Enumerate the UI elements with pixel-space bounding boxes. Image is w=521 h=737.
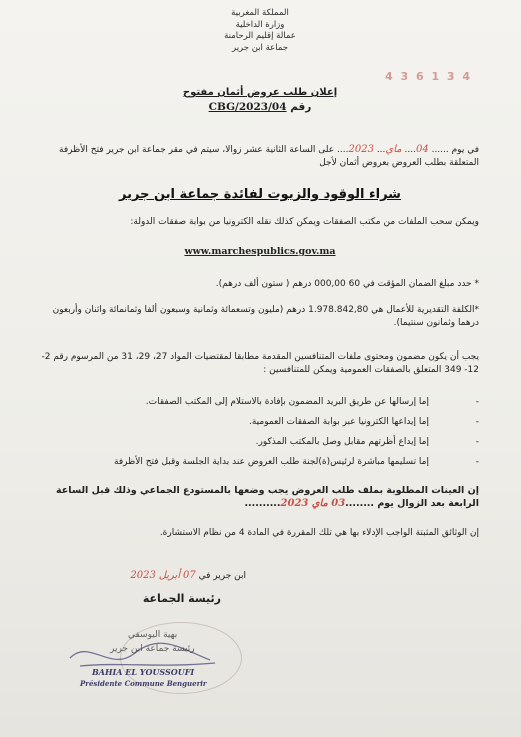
opening-year: 2023: [348, 144, 374, 155]
samples-day: 03: [331, 498, 346, 509]
opening-date-rest: على الساعة الثانية عشر زوالا، سيتم في مقر جماعة ابن جرير فتح الأظرفة المتعلقة بطلب العروض بعروض أثمان لأجل: [59, 145, 479, 168]
samples-month: ماي: [311, 498, 328, 509]
letterhead-line-commune: جماعة ابن جرير: [232, 42, 288, 53]
letterhead-line-province: عمالة إقليم الرحامنة: [224, 31, 296, 41]
list-item: - إما إيداع أظرتهم مقابل وصل بالمكتب المذكور.: [255, 437, 479, 447]
president-title: رئيسة الجماعة: [142, 592, 221, 605]
signoff-city: ابن جرير في: [198, 571, 246, 581]
notice-ref-label: رقم: [290, 101, 312, 113]
signature-latin-name: BAHIA EL YOUSSOUFI: [92, 667, 195, 677]
letterhead: [150, 8, 370, 54]
opening-day: 04: [415, 144, 429, 155]
signature-block: [40, 618, 240, 693]
notice-ref-number: CBG/2023/04: [208, 101, 287, 113]
signature-arabic-role: رئيسة جماعة ابن جرير: [110, 644, 195, 654]
samples-text: إن العينات المطلوبة بملف طلب العروض يجب وضعها بالمستودع الجماعي وذلك قبل الساعة الرابعة بعد الزوال يوم: [56, 485, 479, 509]
letterhead-line-kingdom: المملكة المغربية: [231, 8, 289, 18]
notice-title: إعلان طلب عروض أثمان مفتوح: [182, 87, 338, 98]
submission-options-list: [39, 397, 479, 477]
list-item: - إما إيداعها الكترونيا عبر بوابة الصفقات العمومية.: [249, 417, 479, 427]
signoff-place-date: [130, 570, 246, 581]
registration-stamp-number: 4 3 6 1 3 4: [385, 70, 473, 83]
signature-latin-role: Présidente Commune Benguerir: [80, 679, 207, 688]
documents-paragraph: إن الوثائق المثبتة الواجب الإدلاء بها هي تلك المقررة في المادة 4 من نظام الاستشارة.: [159, 528, 479, 538]
opening-date-prefix: في يوم ......: [431, 145, 479, 155]
list-item: - إما إرسالها عن طريق البريد المضمون بإفادة بالاستلام إلى المكتب الصفقات.: [145, 397, 479, 407]
signature-arabic-name: بهية اليوسفي: [128, 630, 178, 640]
signoff-month: أبريل: [158, 570, 181, 581]
conditions-paragraph: يجب أن يكون مضمون ومحتوى ملفات المتنافسين المقدمة مطابقا لمقتضيات المواد 27، 29، 31 من المرسوم رقم 2-12- 349 المتعلق بالصفقات العمومية ويمكن للمتنافسين :: [41, 352, 479, 375]
samples-paragraph: إن العينات المطلوبة بملف طلب العروض يجب وضعها بالمستودع الجماعي وذلك قبل الساعة الرابعة بعد الزوال يوم ........03 ماي 2023..........: [56, 485, 479, 509]
opening-month: ماي: [385, 144, 402, 155]
download-paragraph: ويمكن سحب الملفات من مكتب الصفقات ويمكن كذلك نقله الكترونيا من بوابة صفقات الدولة:: [130, 217, 479, 227]
procurement-website-link[interactable]: www.marchespublics.gov.ma: [184, 246, 336, 257]
list-item: - إما تسليمها مباشرة لرئيس(ة)لجنة طلب العروض عند بداية الجلسة وقبل فتح الأظرفة: [114, 457, 479, 467]
tender-object-title: شراء الوقود والزيوت لفائدة جماعة ابن جرير: [119, 187, 401, 202]
opening-date-paragraph: في يوم ...... 04.... ماي... 2023.... على الساعة الثانية عشر زوالا، سيتم في مقر جماعة ابن جرير فتح الأظرفة المتعلقة بطلب العروض بعروض أثمان لأجل: [59, 144, 479, 168]
signoff-day: 07: [183, 570, 196, 581]
notice-reference: [150, 101, 370, 113]
guarantee-paragraph: * حدد مبلغ الضمان المؤقت في 60 000,00 درهم ( ستون ألف درهم).: [215, 279, 479, 289]
signoff-year: 2023: [130, 570, 156, 581]
samples-year: 2023: [280, 498, 309, 509]
letterhead-line-ministry: وزارة الداخلية: [235, 19, 285, 30]
estimated-cost-paragraph: *الكلفة التقديرية للأعمال هي 1.978.842,80 درهم (مليون وتسعمائة وثمانية وسبعون ألفا وثمانمائة واثنان وأربعون درهما وثمانون سنتيما).: [52, 305, 479, 328]
